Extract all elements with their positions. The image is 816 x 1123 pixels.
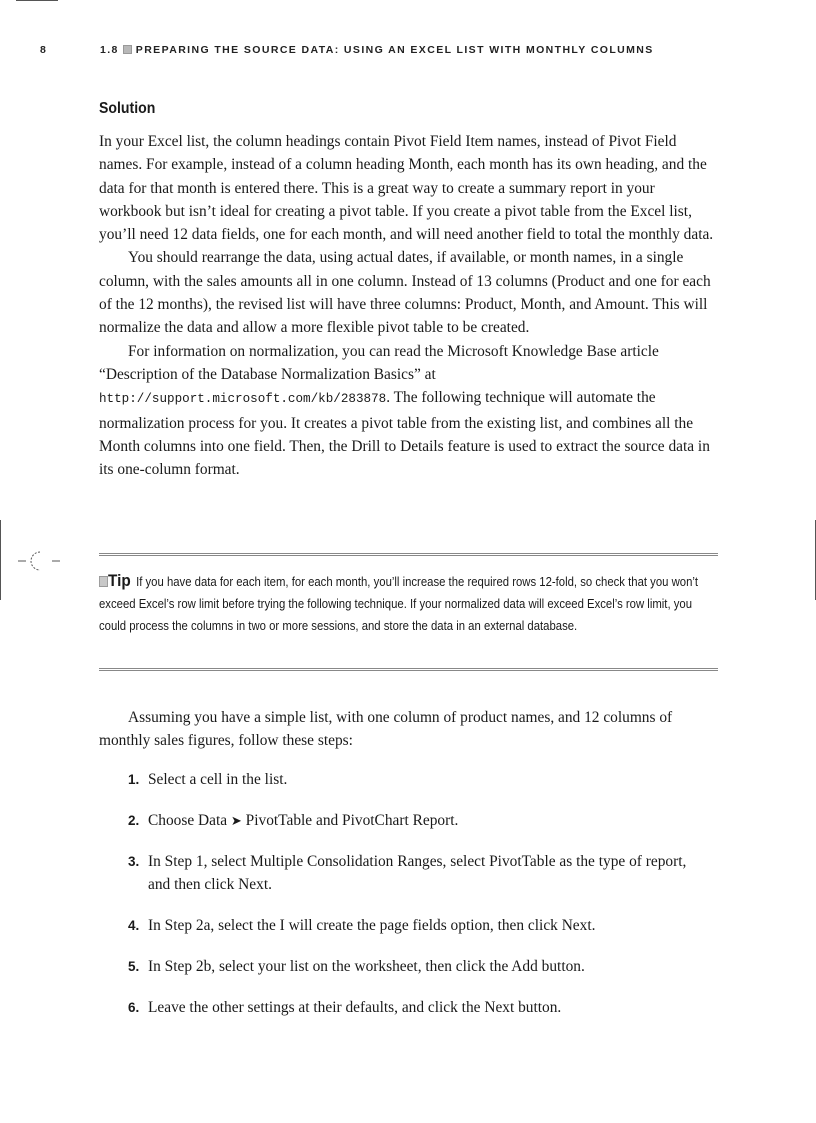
- crop-mark-top: [16, 0, 58, 1]
- step-text: In Step 1, select Multiple Consolidation Ranges, select PivotTable as the type of report, and then click Next.: [148, 853, 687, 894]
- section-number: 1.8: [100, 44, 119, 56]
- section-title: PREPARING THE SOURCE DATA: USING AN EXCEL LIST WITH MONTHLY COLUMNS: [135, 44, 654, 56]
- list-item: [128, 850, 708, 897]
- steps-intro-section: [99, 706, 719, 753]
- tip-square-icon: [99, 576, 108, 587]
- list-item: [128, 768, 287, 791]
- step-number: 5.: [128, 959, 140, 974]
- kb-article-link[interactable]: http://support.microsoft.com/kb/283878: [99, 392, 387, 407]
- solution-section: [99, 98, 719, 481]
- list-item: [128, 996, 561, 1019]
- paragraph-3-text-before: For information on normalization, you can read the Microsoft Knowledge Base article “Description of the Database Normalization Basics” at: [99, 342, 659, 383]
- list-item: [128, 914, 595, 937]
- step-number: 4.: [128, 918, 140, 933]
- step-text-before: Choose Data: [148, 812, 231, 829]
- running-header: [40, 44, 776, 58]
- tip-text: If you have data for each item, for each month, you’ll increase the required rows 12-fold, so check that you won’t exceed Excel’s row limit before trying the following technique. If your normalized data will exceed Excel’s row limit, you could process the columns in two or more sessions, and store the data in an external database.: [99, 575, 699, 633]
- solution-paragraph-1: In your Excel list, the column headings contain Pivot Field Item names, instead of Pivot Field names. For example, instead of a column heading Month, each month has its own heading, and the data for that month is entered there. This is a great way to create a summary report in your workbook but isn’t ideal for creating a pivot table. If you create a pivot table from the Excel list, you’ll need 12 data fields, one for each month, and will need another field to total the monthly data.: [99, 133, 714, 244]
- step-text: In Step 2a, select the I will create the page fields option, then click Next.: [148, 917, 596, 934]
- step-text-after: PivotTable and PivotChart Report.: [241, 812, 459, 829]
- crop-mark-left: [0, 520, 1, 600]
- step-number: 6.: [128, 1000, 140, 1015]
- step-text: Select a cell in the list.: [148, 771, 288, 788]
- paragraph-3-text-after: . The following technique will automate the normalization process for you. It creates a pivot table from the existing list, and combines all the Month columns into one field. Then, the Drill to Details feature is used to extract the source data in its one-column format.: [99, 389, 710, 479]
- tip-box: [99, 553, 718, 671]
- page-number: 8: [40, 44, 48, 56]
- step-text: In Step 2b, select your list on the worksheet, then click the Add button.: [148, 958, 585, 975]
- registration-mark-icon: [18, 548, 62, 574]
- section-heading: [100, 44, 654, 56]
- steps-intro: Assuming you have a simple list, with one column of product names, and 12 columns of monthly sales figures, follow these steps:: [99, 709, 673, 750]
- tip-content: [99, 570, 718, 637]
- step-number: 1.: [128, 772, 140, 787]
- tip-label: Tip: [108, 571, 131, 590]
- solution-paragraph-3: [99, 340, 719, 482]
- list-item: [128, 809, 458, 832]
- solution-heading: Solution: [99, 100, 156, 117]
- step-number: 2.: [128, 813, 140, 828]
- menu-arrow-icon: ➤: [230, 813, 242, 828]
- list-item: [128, 955, 585, 978]
- header-square-icon: [123, 45, 132, 54]
- solution-paragraph-2: You should rearrange the data, using actual dates, if available, or month names, in a single column, with the sales amounts all in one column. Instead of 13 columns (Product and one for each of the 12 months), the revised list will have three columns: Product, Month, and Amount. This will normalize the data and allow a more flexible pivot table to be created.: [99, 249, 711, 337]
- step-number: 3.: [128, 854, 140, 869]
- step-text: Leave the other settings at their defaults, and click the Next button.: [148, 999, 562, 1016]
